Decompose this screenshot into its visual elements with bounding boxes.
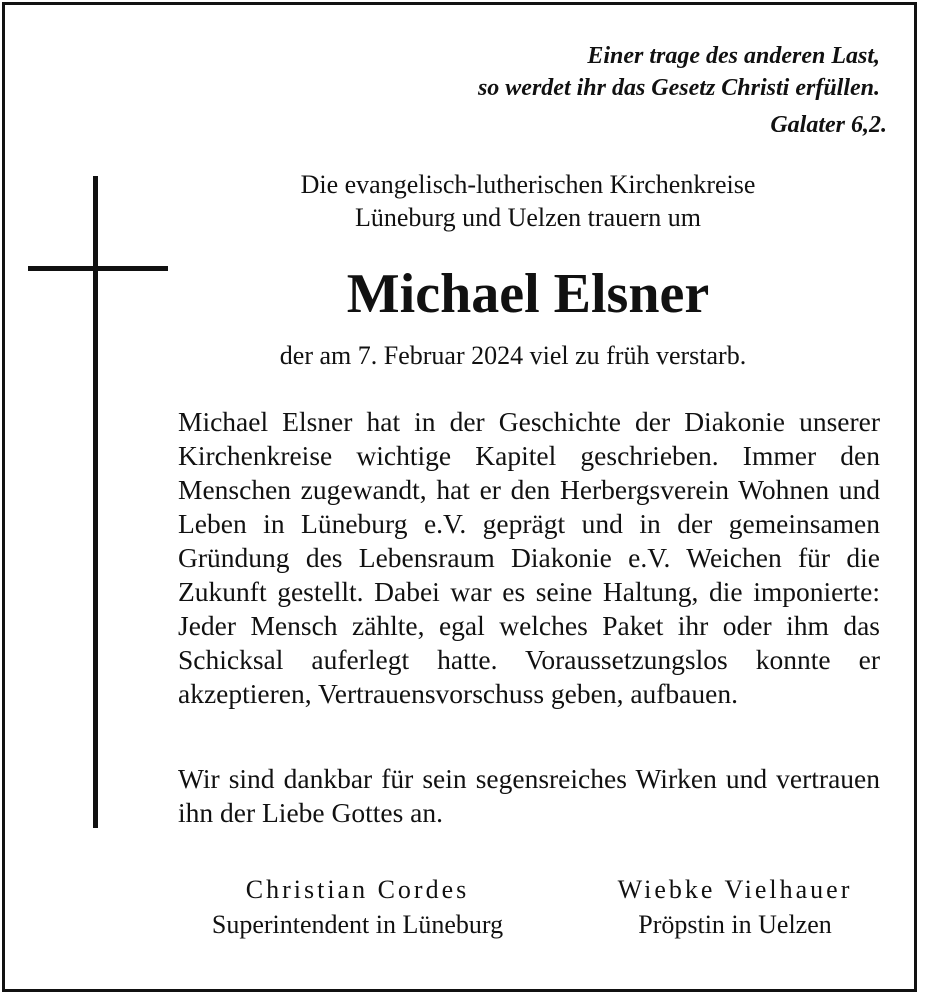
cross-vertical-bar <box>93 176 98 828</box>
tribute-paragraph-2: Wir sind dankbar für sein segensreiches Wirken und vertrauen ihn der Liebe Gottes an. <box>178 763 880 828</box>
signatory-name: Wiebke Vielhauer <box>617 875 853 904</box>
verse-line-1: Einer trage des anderen Last, <box>587 43 880 69</box>
signatory-right <box>575 872 895 942</box>
cross-horizontal-bar <box>28 266 168 271</box>
death-date-line: der am 7. Februar 2024 viel zu früh verstarb. <box>279 341 747 370</box>
verse-line-2: so werdet ihr das Gesetz Christi erfüllen. <box>477 75 880 101</box>
signatory-left <box>170 872 545 942</box>
intro-line-1: Die evangelisch-lutherischen Kirchenkreise <box>300 170 756 199</box>
signatory-name: Christian Cordes <box>245 875 470 904</box>
verse-reference: Galater 6,2. <box>770 112 887 138</box>
signatory-title: Pröpstin in Uelzen <box>638 910 832 939</box>
signatory-title: Superintendent in Lüneburg <box>211 910 504 939</box>
tribute-paragraph-1: Michael Elsner hat in der Geschichte der Diakonie unserer Kirchenkreise wichtige Kapitel geschrieben. Immer den Menschen zugewandt, hat er den Herbergsverein Wohnen und Leben in Lüneburg e.V. geprägt und in der gemeinsamen Gründung des Lebensraum Diakonie e.V. Weichen für die Zukunft gestellt. Dabei war es seine Haltung, die imponierte: Jeder Mensch zählte, egal welches Paket ihr oder ihm das Schicksal auferlegt hatte. Voraussetzungslos konnte er akzeptieren, Vertrauensvorschuss geben, aufbauen. <box>178 406 880 709</box>
bible-verse <box>478 40 880 104</box>
intro-line-2: Lüneburg und Uelzen trauern um <box>354 203 702 232</box>
intro-text <box>178 168 878 234</box>
deceased-name: Michael Elsner <box>346 263 710 325</box>
